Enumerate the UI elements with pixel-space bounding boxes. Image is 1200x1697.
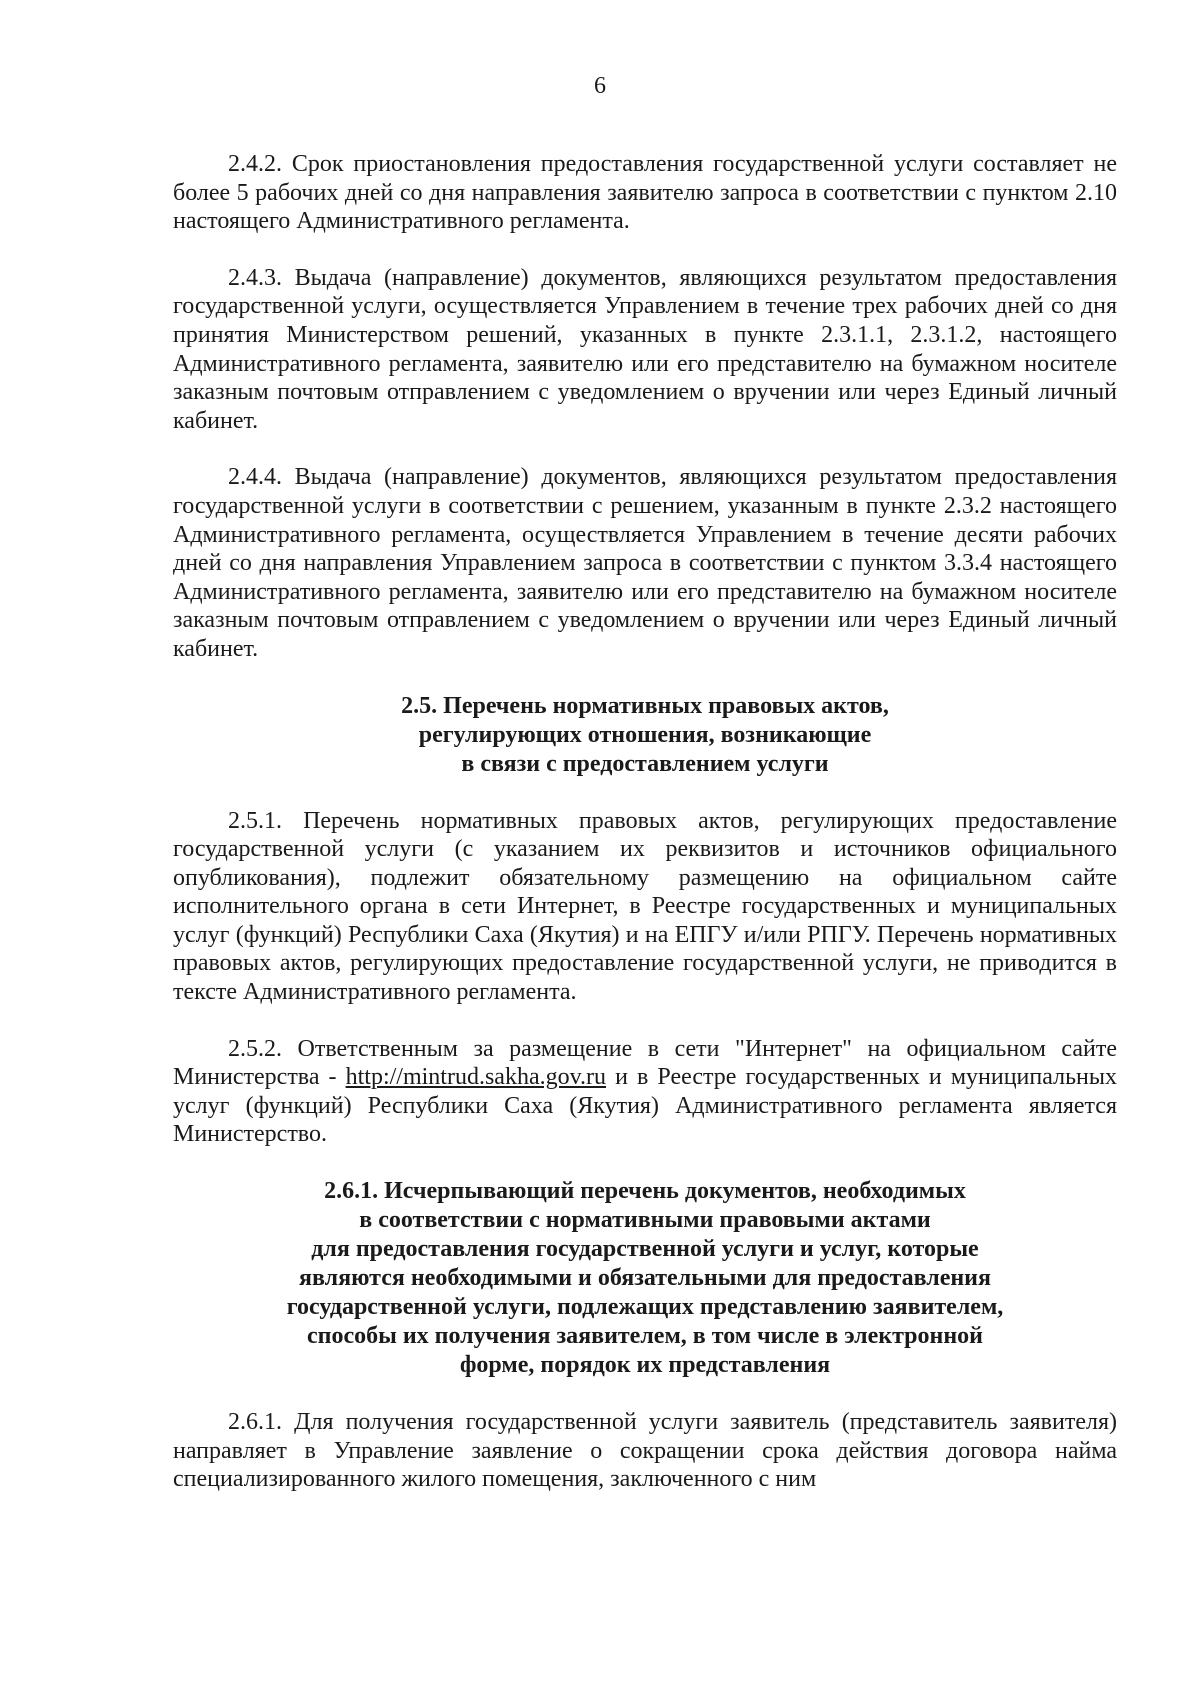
section-heading-2-5	[173, 692, 1117, 779]
heading-line: форме, порядок их представления	[459, 1352, 831, 1379]
heading-line: регулирующих отношения, возникающие	[418, 721, 872, 748]
paragraph-2-5-1: 2.5.1. Перечень нормативных правовых актов, регулирующих предоставление государственной услуги (с указанием их реквизитов и источников официального опубликования), подлежит обязательному размещению на официальном сайте исполнительного органа в сети Интернет, в Реестре государственных и муниципальных услуг (функций) Республики Саха (Якутия) и на ЕПГУ и/или РПГУ. Перечень нормативных правовых актов, регулирующих предоставление государственной услуги, не приводится в тексте Административного регламента.	[173, 807, 1117, 1006]
paragraph-2-4-3: 2.4.3. Выдача (направление) документов, являющихся результатом предоставления государственной услуги, осуществляется Управлением в течение трех рабочих дней со дня принятия Министерством решений, указанных в пункте 2.3.1.1, 2.3.1.2, настоящего Административного регламента, заявителю или его представителю на бумажном носителе заказным почтовым отправлением с уведомлением о вручении или через Единый личный кабинет.	[173, 264, 1117, 434]
heading-line: 2.5. Перечень нормативных правовых актов,	[401, 692, 889, 719]
heading-line: в соответствии с нормативными правовыми актами	[359, 1207, 931, 1234]
heading-line: государственной услуги, подлежащих представлению заявителем,	[286, 1294, 1004, 1321]
paragraph-2-6-1: 2.6.1. Для получения государственной услуги заявитель (представитель заявителя) направляет в Управление заявление о сокращении срока действия договора найма специализированного жилого помещения, заключенного с ним	[173, 1409, 1117, 1493]
paragraph-text: и в Реестре государственных и муниципальных услуг (функций) Республики Саха (Якутия) Административного регламента является Министерство.	[173, 1064, 1117, 1148]
heading-line: являются необходимыми и обязательными для предоставления	[299, 1265, 991, 1292]
heading-line: способы их получения заявителем, в том числе в электронной	[306, 1323, 984, 1350]
document-body	[173, 150, 1117, 1522]
section-heading-2-6-1	[173, 1177, 1117, 1380]
paragraph-2-5-2	[173, 1035, 1117, 1149]
paragraph-2-4-4: 2.4.4. Выдача (направление) документов, являющихся результатом предоставления государственной услуги в соответствии с решением, указанным в пункте 2.3.2 настоящего Административного регламента, осуществляется Управлением в течение десяти рабочих дней со дня направления Управлением запроса в соответствии с пунктом 3.3.4 настоящего Административного регламента, заявителю или его представителю на бумажном носителе заказным почтовым отправлением с уведомлением о вручении или через Единый личный кабинет.	[173, 464, 1117, 662]
paragraph-2-4-2: 2.4.2. Срок приостановления предоставления государственной услуги составляет не более 5 рабочих дней со дня направления заявителю запроса в соответствии с пунктом 2.10 настоящего Административного регламента.	[173, 151, 1117, 235]
ministry-website-link[interactable]: http://mintrud.sakha.gov.ru	[345, 1064, 607, 1091]
heading-line: для предоставления государственной услуги и услуг, которые	[311, 1236, 979, 1263]
page-number: 6	[594, 73, 606, 99]
heading-line: в связи с предоставлением услуги	[461, 750, 829, 777]
heading-line: 2.6.1. Исчерпывающий перечень документов, необходимых	[324, 1178, 966, 1205]
paragraph-text: 2.5.2. Ответственным за размещение в сети "Интернет" на официальном сайте Министерства -	[173, 1035, 1117, 1091]
